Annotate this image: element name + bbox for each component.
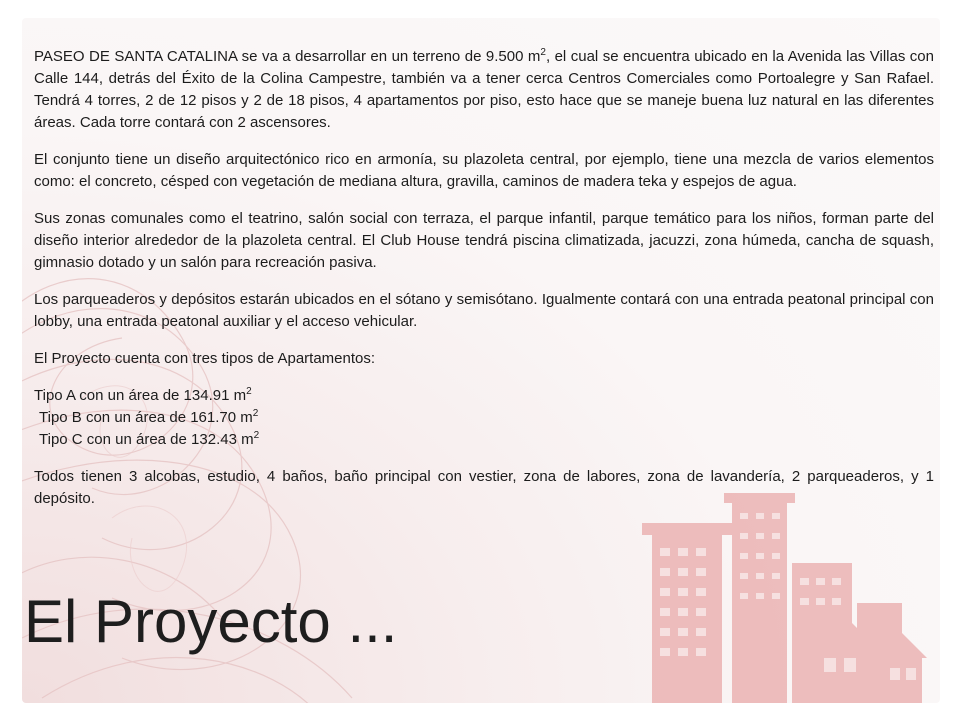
paragraph-apartment-types-intro: El Proyecto cuenta con tres tipos de Apartamentos: xyxy=(34,350,376,367)
body-text xyxy=(34,46,934,525)
apartment-type-b: Tipo B con un área de 161.70 $m^2$ xyxy=(39,408,259,426)
apartment-type-a: Tipo A con un área de 134.91 $m^2$ xyxy=(34,386,252,404)
paragraph-features: Todos tienen 3 alcobas, estudio, 4 baños, baño principal con vestier, zona de labores, zona de lavandería, 2 parqueaderos, y 1 depósito. xyxy=(34,468,934,507)
paragraph-location: PASEO DE SANTA CATALINA se va a desarrollar en un terreno de 9.500 $m^2$, el cual se encuentra ubicado en la Avenida las Villas con Calle 144, detrás del Éxito de la Colina Campestre, también va a tener cerca Centros Comerciales como Portoalegre y San Rafael. Tendrá 4 torres, 2 de 12 pisos y 2 de 18 pisos, 4 apartamentos por piso, esto hace que se maneje buena luz natural en las diferentes áreas. Cada torre contará con 2 ascensores. xyxy=(34,47,934,131)
slide-title: El Proyecto ... xyxy=(24,588,398,655)
paragraph-design: El conjunto tiene un diseño arquitectónico rico en armonía, su plazoleta central, por ejemplo, tiene una mezcla de varios elementos como: el concreto, césped con vegetación de mediana altura, gravilla, caminos de madera teka y espejos de agua. xyxy=(34,151,934,190)
paragraph-parking: Los parqueaderos y depósitos estarán ubicados en el sótano y semisótano. Igualmente contará con una entrada peatonal principal con lobby, una entrada peatonal auxiliar y el acceso vehicular. xyxy=(34,291,934,330)
apartment-type-c: Tipo C con un área de 132.43 $m^2$ xyxy=(39,430,260,448)
paragraph-common-areas: Sus zonas comunales como el teatrino, salón social con terraza, el parque infantil, parque temático para los niños, forman parte del diseño interior alrededor de la plazoleta central. El Club House tendrá piscina climatizada, jacuzzi, zona húmeda, cancha de squash, gimnasio dotado y un salón para recreación pasiva. xyxy=(34,210,934,271)
